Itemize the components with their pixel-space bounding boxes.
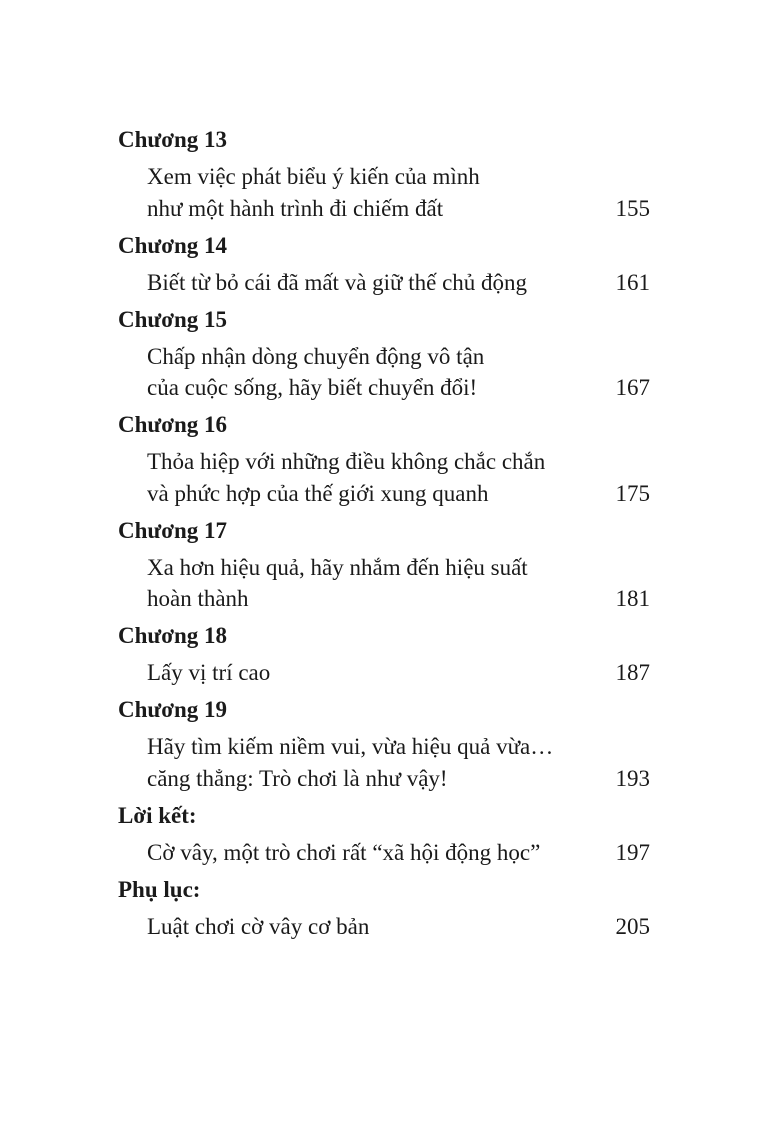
toc-heading: Chương 15 xyxy=(118,306,227,332)
toc-heading: Chương 18 xyxy=(118,623,227,648)
toc-entry xyxy=(118,446,650,509)
toc-entry-line xyxy=(147,193,650,225)
toc-entry xyxy=(118,657,650,689)
toc-entry-title: Biết từ bỏ cái đã mất và giữ thế chủ động xyxy=(147,269,528,295)
toc-entry-title: hoàn thành xyxy=(147,586,249,611)
toc-section xyxy=(118,694,650,794)
toc-entry-title: Xem việc phát biểu ý kiến của mình xyxy=(147,164,480,189)
toc-page-number: 205 xyxy=(615,913,650,939)
toc-section xyxy=(118,304,650,404)
toc-heading: Chương 19 xyxy=(118,697,227,722)
toc-heading: Chương 16 xyxy=(118,412,227,437)
toc-entry xyxy=(118,911,650,943)
toc-entry-line xyxy=(147,837,650,869)
toc-page-number: 155 xyxy=(615,195,650,221)
toc-page-number: 175 xyxy=(615,480,650,506)
toc-entry-title: Xa hơn hiệu quả, hãy nhắm đến hiệu suất xyxy=(147,554,528,580)
toc-section xyxy=(118,874,650,943)
toc-page-number: 187 xyxy=(615,660,650,685)
toc-heading: Chương 13 xyxy=(118,127,227,152)
toc-entry-title: của cuộc sống, hãy biết chuyển đổi! xyxy=(147,375,478,400)
toc-entry-line xyxy=(147,161,650,193)
toc-entry xyxy=(118,267,650,299)
toc-heading: Chương 14 xyxy=(118,232,227,258)
toc-entry xyxy=(118,161,650,224)
toc-section xyxy=(118,800,650,869)
toc-entry-line xyxy=(147,731,650,763)
toc-entry-title: như một hành trình đi chiếm đất xyxy=(147,195,444,221)
toc-entry-title: căng thẳng: Trò chơi là như vậy! xyxy=(147,765,448,791)
toc-section xyxy=(118,620,650,689)
toc-entry-line xyxy=(147,763,650,795)
toc-heading: Phụ lục: xyxy=(118,876,201,902)
toc-page-number: 181 xyxy=(615,586,650,611)
toc-entry-title: Luật chơi cờ vây cơ bản xyxy=(147,913,370,939)
toc-entry-line xyxy=(147,446,650,478)
toc-entry-line xyxy=(147,583,650,615)
toc-entry-line xyxy=(147,552,650,584)
toc-page-number: 193 xyxy=(615,765,650,791)
toc-page-number: 167 xyxy=(615,375,650,400)
toc-entry-title: và phức hợp của thế giới xung quanh xyxy=(147,480,489,506)
toc-entry-line xyxy=(147,341,650,373)
toc-entry-line xyxy=(147,478,650,510)
toc-entry xyxy=(118,341,650,404)
toc-page-number: 161 xyxy=(615,269,650,295)
toc-page-number: 197 xyxy=(615,839,650,865)
toc-entry-title: Thỏa hiệp với những điều không chắc chắn xyxy=(147,449,546,474)
toc-entry-line xyxy=(147,267,650,299)
toc-entry-title: Cờ vây, một trò chơi rất “xã hội động học” xyxy=(147,839,541,865)
toc-section xyxy=(118,230,650,299)
toc-entry-line xyxy=(147,372,650,404)
toc-entry-title: Hãy tìm kiếm niềm vui, vừa hiệu quả vừa… xyxy=(147,734,554,759)
toc-heading: Chương 17 xyxy=(118,517,227,543)
toc-entry xyxy=(118,731,650,794)
toc-entry xyxy=(118,552,650,615)
toc-entry-title: Chấp nhận dòng chuyển động vô tận xyxy=(147,343,485,369)
toc-heading: Lời kết: xyxy=(118,802,197,828)
toc-entry-title: Lấy vị trí cao xyxy=(147,660,271,685)
toc-entry-line xyxy=(147,911,650,943)
toc-section xyxy=(118,515,650,615)
toc-entry xyxy=(118,837,650,869)
toc-section xyxy=(118,409,650,509)
toc-entry-line xyxy=(147,657,650,689)
table-of-contents xyxy=(118,124,650,948)
toc-section xyxy=(118,124,650,224)
